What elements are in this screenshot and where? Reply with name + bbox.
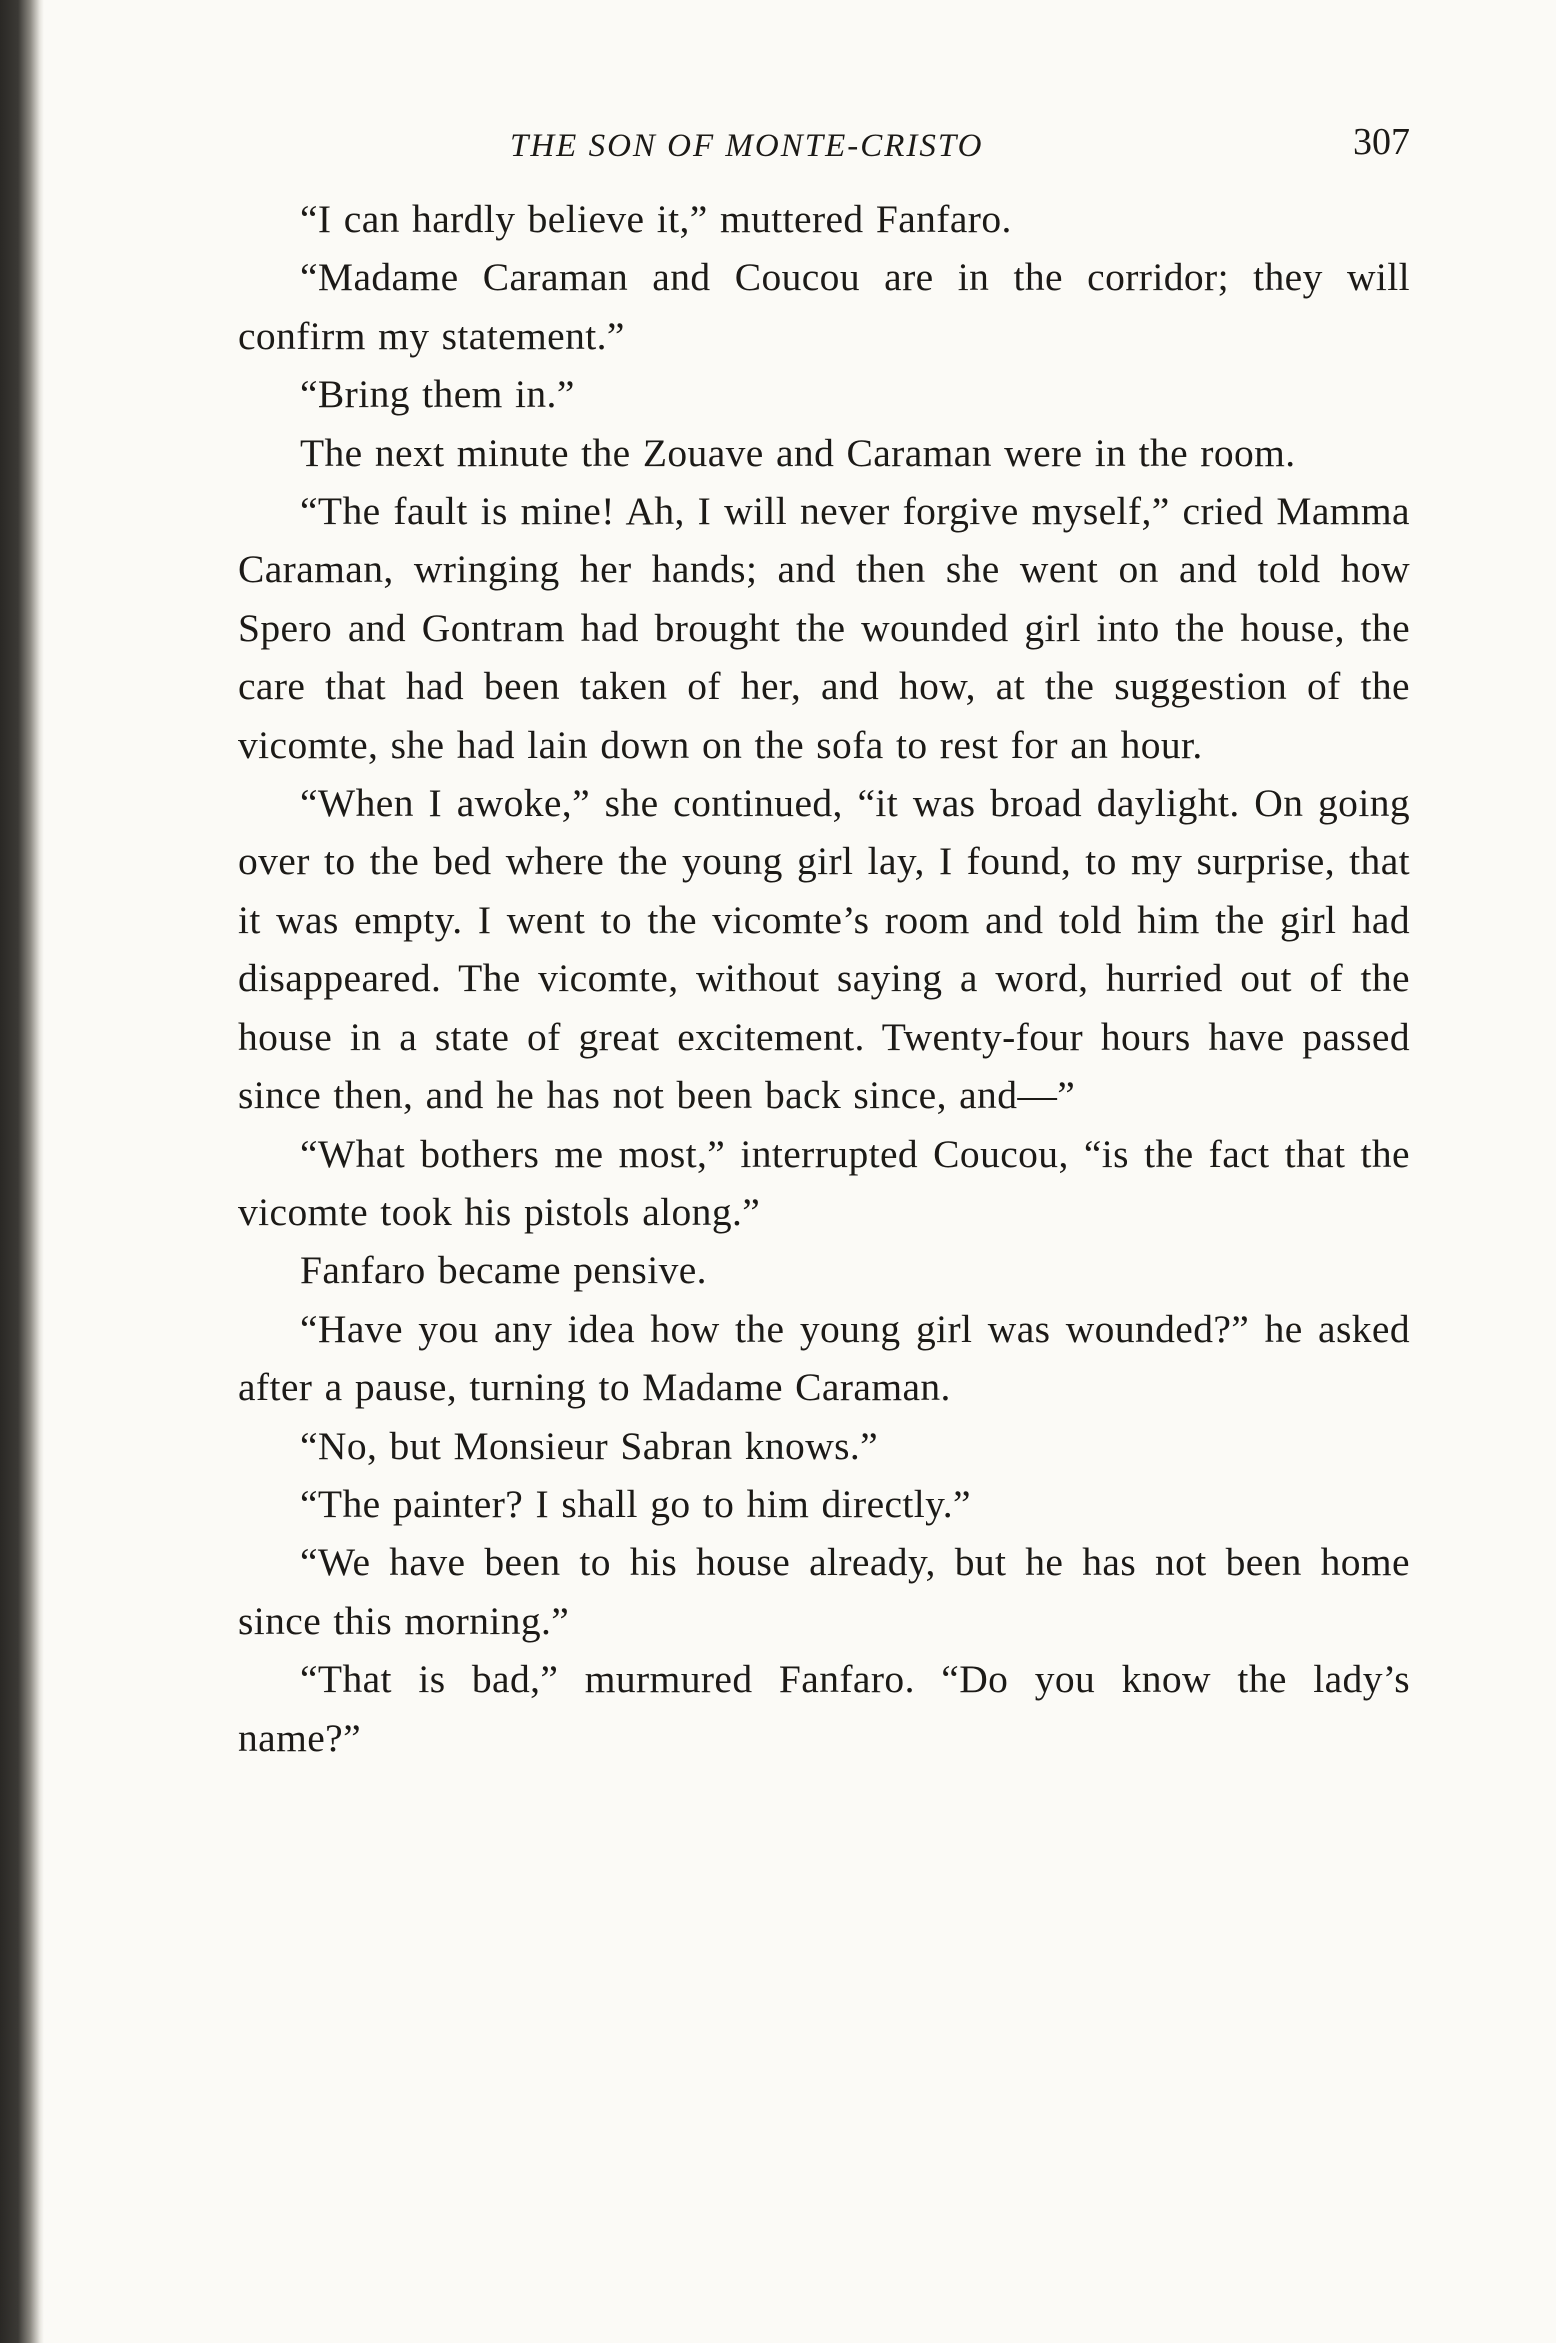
paragraph: “What bothers me most,” interrupted Coucou, “is the fact that the vicomte took his pistols along.”: [238, 1131, 1410, 1234]
paragraph: “No, but Monsieur Sabran knows.”: [300, 1423, 879, 1468]
paragraph: “The painter? I shall go to him directly.”: [300, 1481, 971, 1526]
page-number: 307: [1353, 121, 1410, 163]
paragraph: “We have been to his house already, but he has not been home since this morning.”: [238, 1540, 1410, 1643]
page-header: [240, 120, 1410, 180]
paragraph: “When I awoke,” she continued, “it was broad daylight. On going over to the bed where the young girl lay, I found, to my surprise, that it was empty. I went to the vicomte’s room and told him the girl had disappeared. The vicomte, without saying a word, hurried out of the house in a state of great excitement. Twenty-four hours have passed since then, and he has not been back since, and—”: [238, 781, 1410, 1118]
running-title: THE SON OF MONTE-CRISTO: [510, 128, 984, 164]
paragraph: Fanfaro became pensive.: [300, 1248, 707, 1293]
body-text: [238, 190, 1410, 1767]
paragraph: “Madame Caraman and Coucou are in the corridor; they will confirm my statement.”: [238, 255, 1410, 358]
paragraph: “Bring them in.”: [300, 372, 575, 417]
paragraph: “That is bad,” murmured Fanfaro. “Do you know the lady’s name?”: [238, 1657, 1410, 1760]
paragraph: The next minute the Zouave and Caraman were in the room.: [300, 430, 1296, 475]
paragraph: “I can hardly believe it,” muttered Fanfaro.: [300, 197, 1012, 241]
page-binding-edge: [0, 0, 44, 2343]
paragraph: “Have you any idea how the young girl was wounded?” he asked after a pause, turning to Madame Caraman.: [238, 1306, 1410, 1410]
paragraph: “The fault is mine! Ah, I will never forgive myself,” cried Mamma Caraman, wringing her hands; and then she went on and told how Spero and Gontram had brought the wounded girl into the house, the care that had been taken of her, and how, at the suggestion of the vicomte, she had lain down on the sofa to rest for an hour.: [238, 489, 1410, 767]
